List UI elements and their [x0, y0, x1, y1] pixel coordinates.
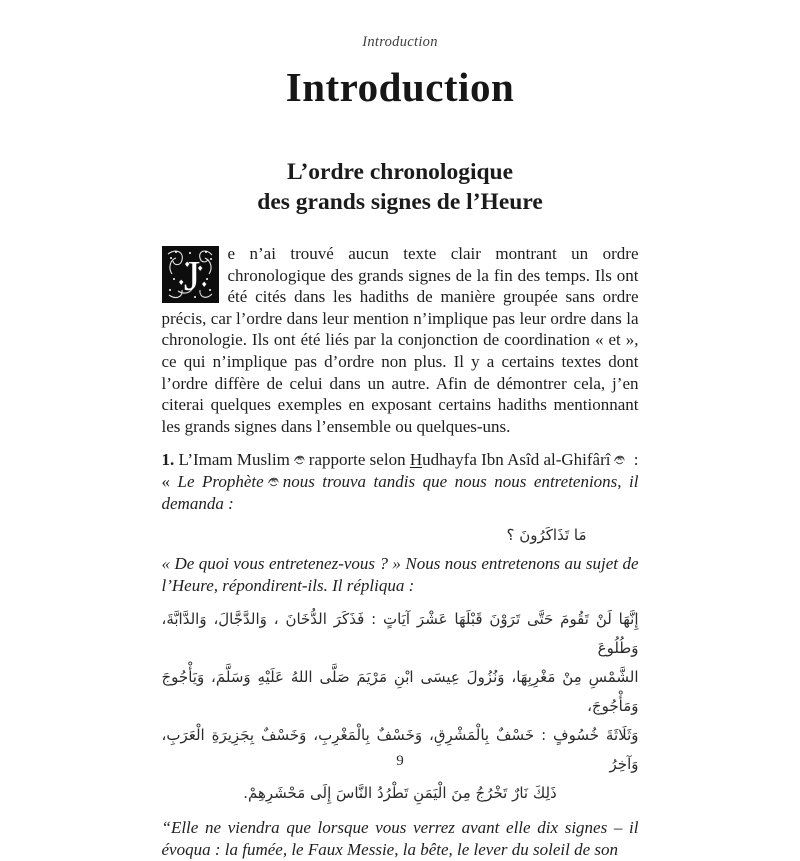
quote-lead: Le Prophète: [177, 471, 264, 491]
arabic-hadith-line-2: الشَّمْسِ مِنْ مَغْرِبِهَا، وَنُزُولَ عِيسَى ابْنِ مَرْيَمَ صَلَّى اللهُ عَلَيْهِ وَسَلَّمَ، وَيَأْجُوجَ وَمَأْجُوجَ،: [161, 668, 639, 716]
intro-paragraph-text: e n’ai trouvé aucun texte clair montrant un ordre chronologique des grands signes de la fin des temps. Ils ont été cités dans les hadiths de manière groupée sans ordre précis, car l’ordre dans leur mention n’implique pas leur ordre dans la chronologie. Ils ont été liés par la conjonction de coordination « et », ce qui n’implique pas d’ordre non plus. Il y a certains textes dont l’ordre diffère de celui dans un autre. Afin de démontrer cela, j’en citerai quelques exemples en exposant certains hadiths mentionnant les grands signes dans l’ensemble ou quelques-uns.: [161, 244, 639, 436]
section-title: [0, 157, 800, 217]
quote-rest: nous trouva tandis que nous nous entretenions, il demanda :: [161, 471, 639, 513]
page-number: 9: [396, 753, 404, 769]
section-title-line1: L’ordre chronologique: [286, 159, 514, 185]
honorific-rahimahullah-icon: [293, 453, 306, 466]
narrator-name: udhayfa Ibn Asîd al-Ghifârî: [422, 450, 611, 470]
arabic-hadith-line-1: إِنَّهَا لَنْ تَقُومَ حَتَّى تَرَوْنَ قَبْلَهَا عَشْرَ آيَاتٍ : فَذَكَرَ الدُّخَانَ ، وَالدَّجَّالَ، وَالدَّابَّةَ، وَطُلُوعَ: [161, 610, 639, 658]
honorific-saw-icon: [267, 475, 280, 488]
honorific-radiallahu-anhu-icon: [613, 453, 626, 466]
hadith-item-1-paragraph: [162, 449, 639, 514]
reply-paragraph: « De quoi vous entretenez-vous ? » Nous nous entretenons au sujet de l’Heure, répondirent-ils. Il répliqua :: [161, 554, 639, 595]
item-separator: : «: [161, 450, 639, 491]
arabic-hadith-line-3: وَثَلَاثَةَ خُسُوفٍ : خَسْفٌ بِالْمَشْرِقِ، وَخَسْفٌ بِالْمَغْرِبِ، وَخَسْفٌ بِجَزِيرَةِ الْعَرَبِ، وَآخِرُ: [161, 726, 639, 774]
arabic-hadith-line-4: ذَلِكَ نَارٌ تَخْرُجُ مِنَ الْيَمَنِ تَطْرُدُ النَّاسَ إِلَى مَحْشَرِهِمْ.: [243, 784, 557, 803]
dropcap-letter: J: [183, 254, 200, 300]
item-number: 1.: [161, 450, 175, 470]
item-mid-text: rapporte selon: [308, 450, 410, 470]
ornamental-dropcap-J-icon: [162, 246, 219, 303]
intro-paragraph: [162, 243, 639, 437]
translation-paragraph: “Elle ne viendra que lorsque vous verrez avant elle dix signes – il évoqua : la fumée, le Faux Messie, la bête, le lever du soleil de son: [161, 818, 639, 859]
arabic-hadith-block: [162, 605, 639, 808]
section-title-line2: des grands signes de l’Heure: [257, 189, 543, 215]
running-header: Introduction: [362, 34, 438, 50]
hudhayfa-underlined-initial: H: [409, 450, 423, 470]
item-lead-text: L’Imam Muslim: [174, 450, 290, 470]
arabic-question-line: مَا تَذَاكَرُونَ ؟: [506, 526, 587, 545]
chapter-title: Introduction: [285, 64, 515, 110]
